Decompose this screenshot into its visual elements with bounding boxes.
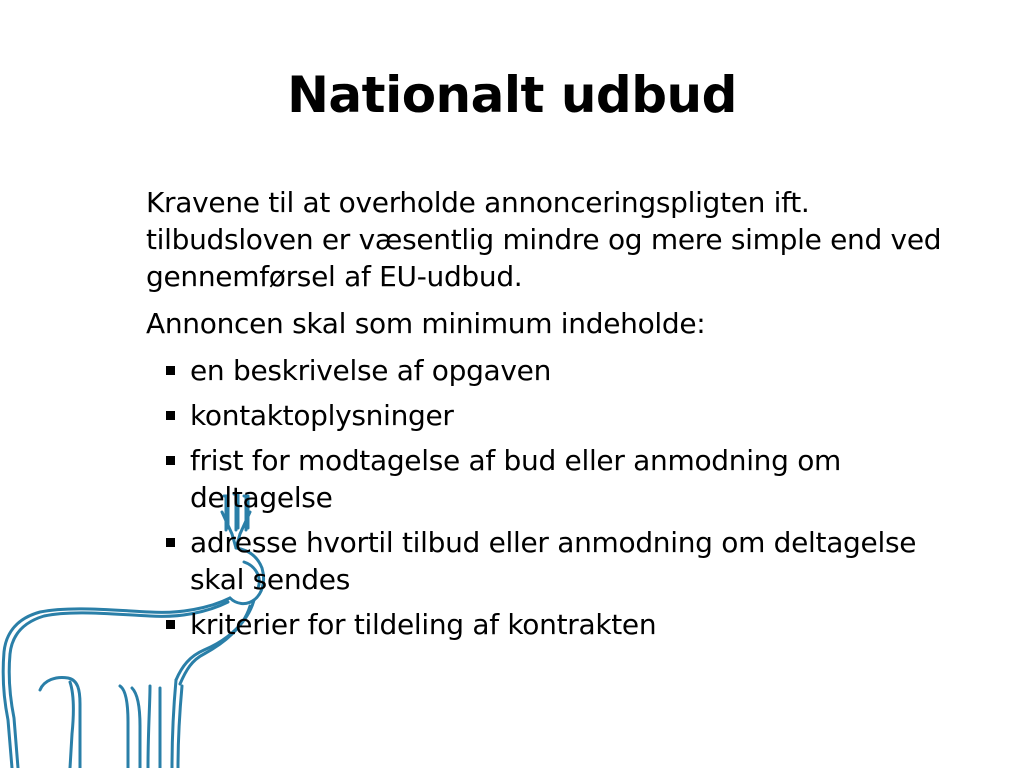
square-bullet-icon [166,620,175,629]
list-item [166,352,976,389]
slide-title: Nationalt udbud [287,66,737,124]
list-item-text: kriterier for tildeling af kontrakten [190,608,657,641]
list-item-text: kontaktoplysninger [190,399,454,432]
list-intro-paragraph: Annoncen skal som minimum indeholde: [146,307,706,340]
intro-paragraph: Kravene til at overholde annonceringspligten ift. tilbudsloven er væsentlig mindre og mere simple end ved gennemførsel af EU-udbud. [146,186,942,293]
list-item [166,606,976,643]
list-item [166,442,976,516]
list-item [166,524,976,598]
requirements-list [146,352,976,643]
slide-body [146,184,976,651]
square-bullet-icon [166,538,175,547]
list-item-text: frist for modtagelse af bud eller anmodning om deltagelse [190,444,841,514]
list-item-text: en beskrivelse af opgaven [190,354,552,387]
list-item-text: adresse hvortil tilbud eller anmodning om deltagelse skal sendes [190,526,917,596]
list-item [166,397,976,434]
square-bullet-icon [166,366,175,375]
square-bullet-icon [166,411,175,420]
square-bullet-icon [166,456,175,465]
